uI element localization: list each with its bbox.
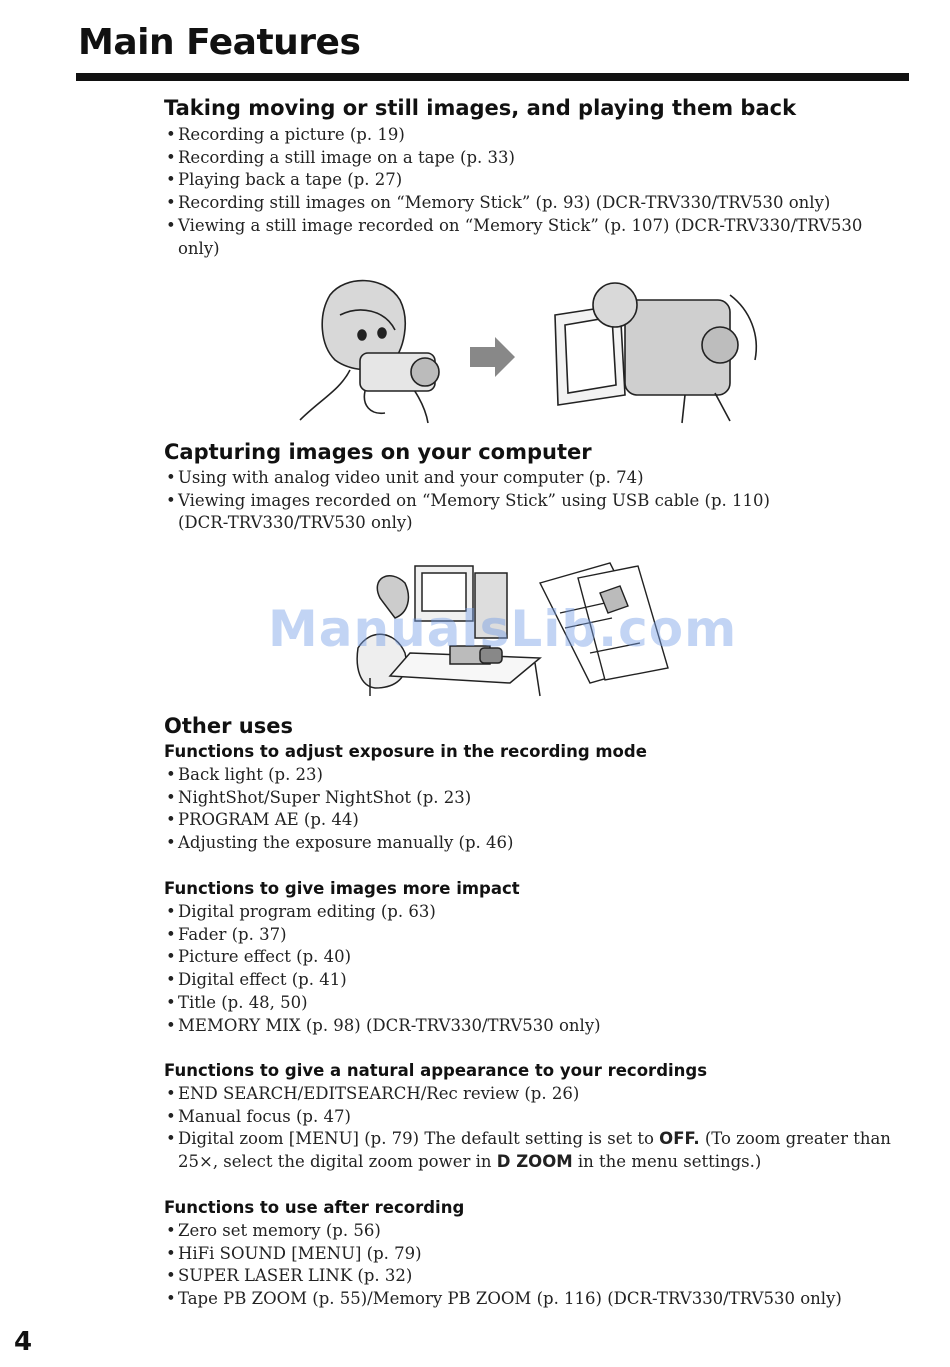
list-item: • Digital program editing (p. 63) [166,901,866,924]
list-item: • Title (p. 48, 50) [166,992,866,1015]
list-item: • END SEARCH/EDITSEARCH/Rec review (p. 26) [166,1083,901,1106]
section-heading-taking: Taking moving or still images, and playing them back [164,96,797,120]
camcorder-lcd-icon [555,283,756,423]
list-item: • Playing back a tape (p. 27) [166,169,896,192]
list-item: • SUPER LASER LINK (p. 32) [166,1265,906,1288]
watermark: ManualsLib.com [268,600,738,658]
off-label: OFF. [659,1129,700,1149]
list-item [166,1128,901,1173]
title-rule [76,73,909,81]
list-item: • Using with analog video unit and your computer (p. 74) [166,467,806,490]
list-item: • Recording a still image on a tape (p. 33) [166,147,896,170]
arrow-right-icon [470,337,515,377]
digital-zoom-text-end: in the menu settings.) [572,1152,762,1172]
section-heading-capturing: Capturing images on your computer [164,440,592,464]
capturing-list [166,467,806,535]
list-item: • Tape PB ZOOM (p. 55)/Memory PB ZOOM (p. 116) (DCR-TRV330/TRV530 only) [166,1288,906,1311]
list-item: • Viewing images recorded on “Memory Stick” using USB cable (p. 110) (DCR-TRV330/TRV530 only) [166,490,806,535]
list-item: • PROGRAM AE (p. 44) [166,809,866,832]
list-item: • Fader (p. 37) [166,924,866,947]
page-title: Main Features [78,22,361,63]
digital-zoom-text: Digital zoom [MENU] (p. 79) The default setting is set to [178,1129,660,1149]
d-zoom-label: D ZOOM [496,1152,573,1172]
taking-list [166,124,896,260]
subheading-impact: Functions to give images more impact [164,879,520,898]
list-item: • Back light (p. 23) [166,764,866,787]
digital-zoom-text-cont: (To zoom greater than 25×, select the digital zoom power in [178,1129,891,1172]
subheading-after: Functions to use after recording [164,1198,465,1217]
natural-list [166,1083,901,1174]
impact-list [166,901,866,1037]
list-item: • Picture effect (p. 40) [166,946,866,969]
list-item: • Zero set memory (p. 56) [166,1220,906,1243]
page-number: 4 [14,1327,33,1357]
list-item: • Manual focus (p. 47) [166,1106,901,1129]
recording-illustration [290,275,770,430]
list-item: • Recording a picture (p. 19) [166,124,896,147]
list-item: • NightShot/Super NightShot (p. 23) [166,787,866,810]
list-item: • HiFi SOUND [MENU] (p. 79) [166,1243,906,1266]
after-list [166,1220,906,1311]
exposure-list [166,764,866,855]
list-item: • Digital effect (p. 41) [166,969,866,992]
section-heading-other: Other uses [164,714,293,738]
list-item: • Recording still images on “Memory Stick” (p. 93) (DCR-TRV330/TRV530 only) [166,192,896,215]
list-item: • Adjusting the exposure manually (p. 46) [166,832,866,855]
list-item: • MEMORY MIX (p. 98) (DCR-TRV330/TRV530 only) [166,1015,866,1038]
list-item: • Viewing a still image recorded on “Memory Stick” (p. 107) (DCR-TRV330/TRV530 only) [166,215,878,260]
subheading-natural: Functions to give a natural appearance to your recordings [164,1061,708,1080]
subheading-exposure: Functions to adjust exposure in the recording mode [164,742,647,761]
person-with-camcorder-icon [300,281,439,423]
